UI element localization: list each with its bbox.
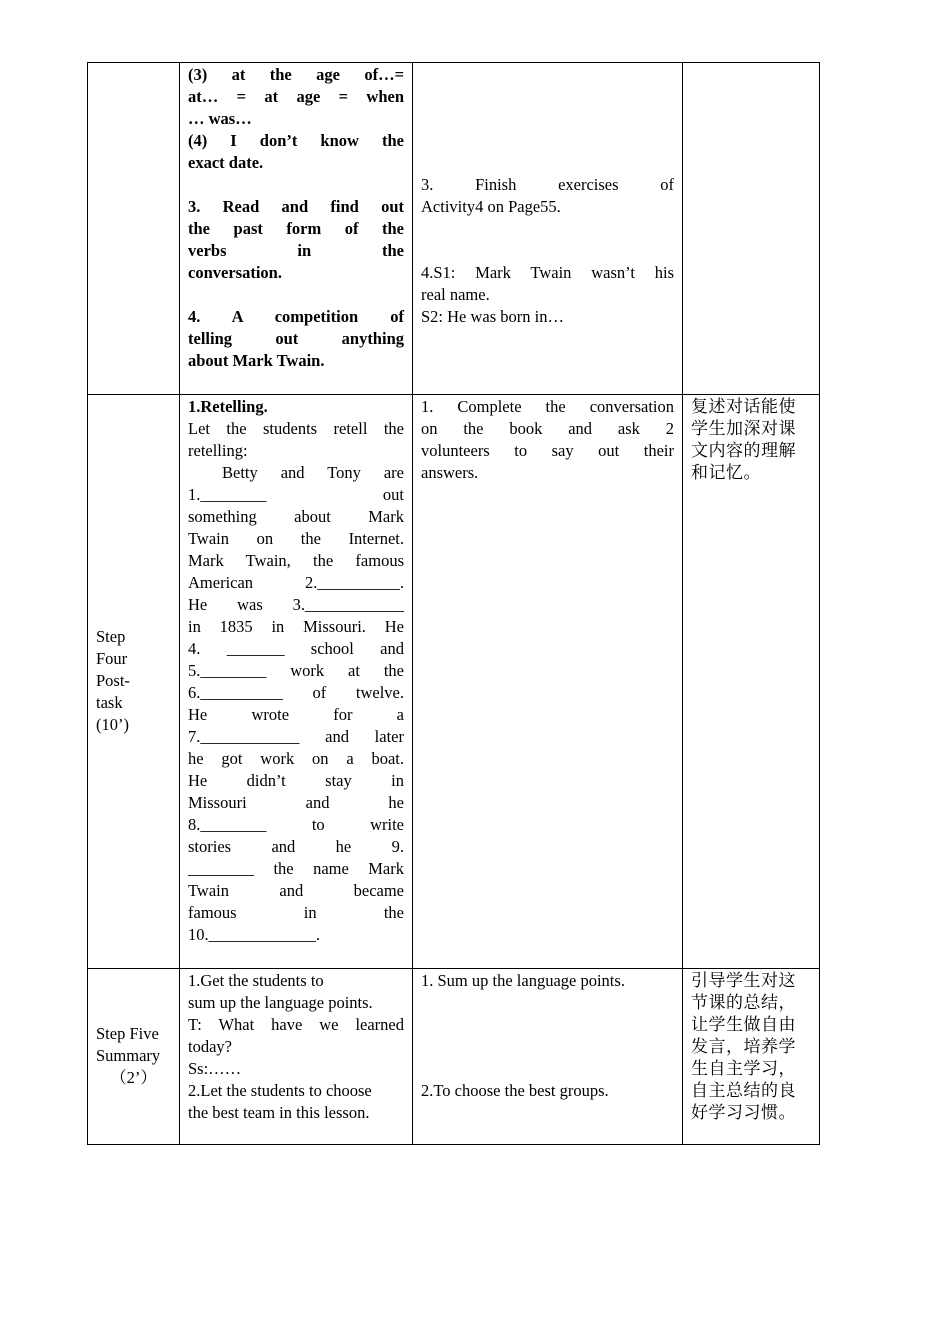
student-activity-cell: 3. Finish exercises of Activity4 on Page55. 4.S1: Mark Twain wasn’t his real name. S2: He was born in…	[413, 63, 683, 395]
step-cell: Step Five Summary （2’）	[88, 969, 180, 1145]
table-row	[88, 63, 820, 395]
teacher-activity-cell: (3) at the age of…= at… = at age = when … was… (4) I don’t know the exact date. 3. Read and find out the past form of the verbs in the conversation. 4. A competition of telling out anything about Mark Twain.	[180, 63, 413, 395]
table-row	[88, 395, 820, 969]
student-activity-cell: 1. Sum up the language points. 2.To choose the best groups.	[413, 969, 683, 1145]
teacher-activity-cell: 1.Retelling. Let the students retell the retelling: Betty and Tony are 1.________ out something about Mark Twain on the Internet. Mark Twain, the famous American 2.__________. He was 3.____________ in 1835 in Missouri. He 4. _______ school and 5.________ work at the 6.__________ of twelve. He wrote for a 7.____________ and later he got work on a boat. He didn’t stay in Missouri and he 8.________ to write stories and he 9. ________ the name Mark Twain and became famous in the 10._____________.	[180, 395, 413, 969]
lesson-plan-table	[87, 62, 820, 1145]
purpose-cell: 引导学生对这 节课的总结， 让学生做自由 发言，培养学 生自主学习， 自主总结的良 好学习习惯。	[683, 969, 820, 1145]
purpose-cell: 复述对话能使 学生加深对课 文内容的理解 和记忆。	[683, 395, 820, 969]
teacher-activity-cell: 1.Get the students to sum up the language points. T: What have we learned today? Ss:…… 2.Let the students to choose the best team in this lesson.	[180, 969, 413, 1145]
step-cell	[88, 63, 180, 395]
purpose-cell	[683, 63, 820, 395]
table-row	[88, 969, 820, 1145]
student-activity-cell: 1. Complete the conversation on the book and ask 2 volunteers to say out their answers.	[413, 395, 683, 969]
step-cell: Step Four Post- task (10’)	[88, 395, 180, 969]
